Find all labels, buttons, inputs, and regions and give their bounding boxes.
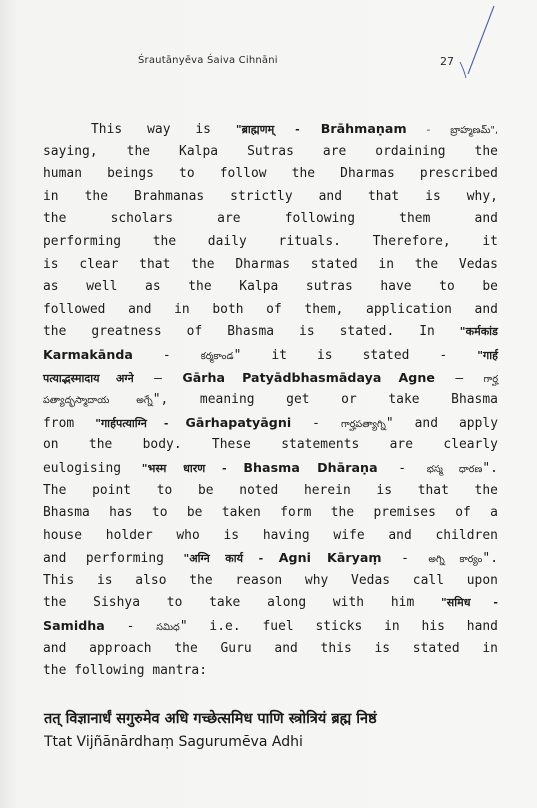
text-line — [43, 660, 498, 683]
telugu-term: భస్మ ధారణ — [426, 463, 483, 475]
text-run: This is also the reason why Vedas call upon — [43, 572, 498, 588]
text-run: human beings to follow the Dharmas prescribed — [43, 166, 498, 182]
telugu-term: కర్మకాండ — [200, 350, 234, 362]
devanagari-term: "अग्नि कार्य - — [183, 552, 279, 566]
text-run: ", meaning get or take Bhasma — [152, 392, 498, 408]
mantra-transliteration: Ttat Vijñānārdhaṃ Sagurumēva Adhi — [44, 734, 303, 750]
text-line — [43, 344, 498, 367]
text-line — [43, 638, 498, 661]
text-run: – — [133, 370, 183, 386]
text-run: on the body. These statements are clearly — [43, 437, 498, 453]
text-line — [43, 615, 498, 638]
body-paragraph — [43, 118, 498, 683]
text-run: the Sishya to take along with him — [43, 595, 442, 611]
text-run: and approach the Guru and this is stated in — [43, 640, 498, 656]
text-run: - — [132, 347, 201, 363]
text-run: - — [377, 460, 427, 476]
mantra-devanagari: तत् विज्ञानार्धं सगुरुमेव अधि गच्छेत्समिध पाणि स्त्रोत्रियं ब्रह्म निष्ठं — [44, 711, 377, 727]
telugu-term: - బ్రాహ్మణమ్", — [406, 125, 499, 136]
text-run: is clear that the Dharmas stated in the Vedas — [43, 256, 498, 272]
text-line — [43, 502, 498, 525]
devanagari-term: "गार्ह — [477, 348, 498, 362]
text-line — [43, 480, 498, 503]
text-line — [43, 208, 498, 231]
text-line — [43, 118, 498, 141]
transliterated-term: Bhasma Dhāraṇa — [243, 459, 378, 475]
text-line — [43, 592, 498, 615]
telugu-term: సమిధ — [156, 622, 180, 634]
text-line — [43, 163, 498, 186]
text-line — [43, 231, 498, 254]
text-run: house holder who is having wife and children — [43, 527, 498, 543]
text-run: Bhasma has to be taken form the premises of a — [43, 505, 498, 521]
telugu-term: గార్హపత్యాగ్ని — [340, 418, 386, 430]
transliterated-term: Gārha Patyādbhasmādaya Agne — [182, 369, 435, 385]
text-line — [43, 457, 498, 480]
devanagari-term: पत्याद्भस्माद‍ाय अग्ने — [43, 371, 134, 385]
page-number: 27 — [440, 55, 454, 68]
devanagari-term: "गार्हपत्याग्नि - — [95, 416, 186, 430]
text-line — [43, 299, 498, 322]
text-line — [43, 367, 498, 390]
text-run: – — [434, 370, 484, 386]
text-line — [43, 434, 498, 457]
devanagari-term: "ब्राह्मणम् - — [235, 123, 321, 136]
text-run: performing the daily rituals. Therefore, it — [43, 233, 498, 249]
telugu-term: అగ్ని కార్యం — [428, 554, 483, 566]
transliterated-term: Karmakānda — [43, 346, 133, 362]
running-title: Śrautānyēva Śaiva Cihnāni — [138, 55, 278, 66]
text-run: and performing — [43, 551, 184, 567]
telugu-term: పత్యాద్భస్మాదాయ అగ్నే — [43, 395, 153, 407]
devanagari-term: "समिध - — [441, 596, 498, 610]
text-line — [43, 412, 498, 435]
text-run: saying, the Kalpa Sutras are ordaining the — [43, 143, 498, 159]
transliterated-term: Brāhmaṇam — [320, 121, 407, 136]
text-line — [43, 276, 498, 299]
text-run: ". — [482, 460, 498, 476]
devanagari-term: "भस्म धारण - — [141, 461, 244, 475]
text-run: - — [381, 551, 429, 567]
text-line — [43, 254, 498, 277]
text-run: in the Brahmanas strictly and that is why, — [43, 188, 498, 204]
text-line — [43, 321, 498, 344]
text-run: The point to be noted herein is that the — [43, 482, 498, 498]
text-run: followed and in both of them, application and — [43, 301, 498, 317]
text-line — [43, 547, 498, 570]
devanagari-term: "कर्मकांड — [459, 325, 498, 339]
text-line — [43, 141, 498, 164]
text-run: eulogising — [43, 460, 142, 476]
text-run: the scholars are following them and — [43, 211, 498, 227]
text-line — [43, 570, 498, 593]
text-run: ". — [482, 551, 499, 567]
transliterated-term: Samidha — [43, 618, 105, 634]
text-run: from — [43, 415, 96, 431]
text-run: the greatness of Bhasma is stated. In — [43, 324, 460, 340]
pen-mark-icon — [450, 4, 500, 84]
text-run: the following mantra: — [43, 663, 208, 679]
text-line — [43, 389, 498, 412]
transliterated-term: Agni Kāryaṃ — [278, 550, 382, 566]
transliterated-term: Gārhapatyāgni — [185, 414, 292, 430]
text-run: " and apply — [385, 415, 499, 431]
text-line — [43, 525, 498, 548]
text-run: This way is — [91, 122, 236, 137]
text-run: " i.e. fuel sticks in his hand — [179, 619, 498, 635]
text-run: as well as the Kalpa sutras have to be — [43, 279, 498, 295]
text-run: " it is stated - — [233, 347, 478, 363]
text-run: - — [291, 415, 341, 431]
telugu-term: గార్హ — [483, 373, 499, 385]
text-line — [43, 186, 498, 209]
text-run: - — [104, 619, 157, 635]
